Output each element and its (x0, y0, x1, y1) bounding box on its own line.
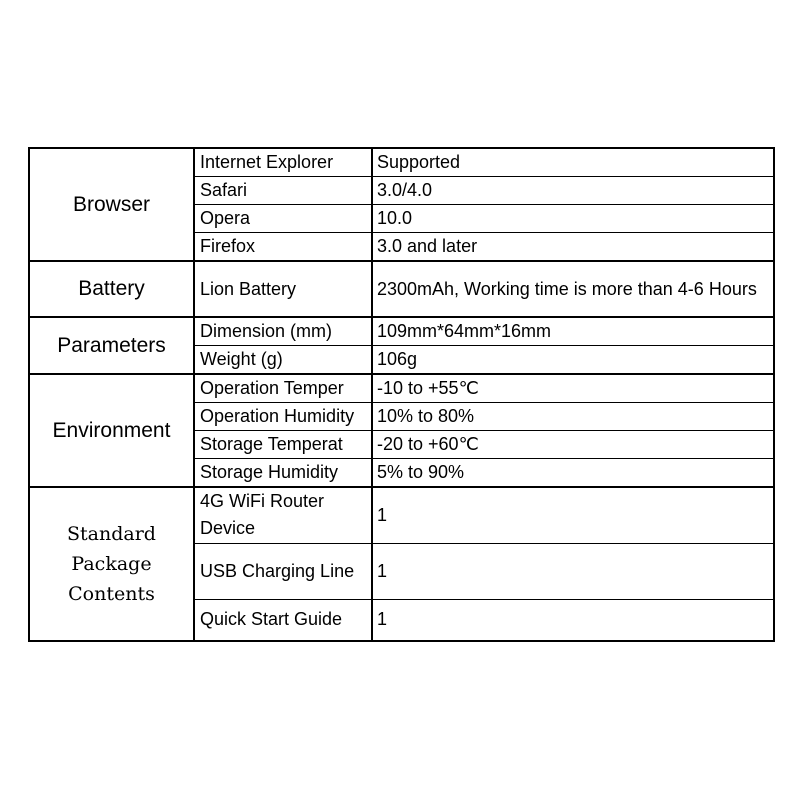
category-environment: Environment (29, 374, 194, 487)
spec-value: 1 (372, 487, 774, 543)
spec-key: Lion Battery (194, 261, 372, 317)
spec-key: Weight (g) (194, 346, 372, 375)
spec-key: Dimension (mm) (194, 317, 372, 346)
table-row (29, 148, 774, 177)
spec-value: -20 to +60℃ (372, 431, 774, 459)
table-row (29, 317, 774, 346)
spec-value: -10 to +55℃ (372, 374, 774, 403)
spec-value: 1 (372, 543, 774, 599)
spec-key: Storage Temperat (194, 431, 372, 459)
spec-value: 1 (372, 599, 774, 641)
table-row (29, 261, 774, 317)
spec-key: Quick Start Guide (194, 599, 372, 641)
spec-value: 3.0/4.0 (372, 177, 774, 205)
table-row (29, 487, 774, 543)
spec-key: 4G WiFi Router Device (194, 487, 372, 543)
spec-value: 109mm*64mm*16mm (372, 317, 774, 346)
category-package: Standard Package Contents (29, 487, 194, 641)
spec-value: 10% to 80% (372, 403, 774, 431)
spec-key: Opera (194, 205, 372, 233)
table-row (29, 374, 774, 403)
spec-value: Supported (372, 148, 774, 177)
spec-value: 106g (372, 346, 774, 375)
spec-key: Safari (194, 177, 372, 205)
spec-key: Internet Explorer (194, 148, 372, 177)
category-browser: Browser (29, 148, 194, 261)
category-parameters: Parameters (29, 317, 194, 374)
spec-key: Firefox (194, 233, 372, 262)
spec-value: 2300mAh, Working time is more than 4-6 Hours (372, 261, 774, 317)
spec-value: 10.0 (372, 205, 774, 233)
category-battery: Battery (29, 261, 194, 317)
spec-value: 3.0 and later (372, 233, 774, 262)
spec-table (28, 147, 775, 642)
spec-key: Operation Temper (194, 374, 372, 403)
spec-key: Storage Humidity (194, 459, 372, 488)
spec-value: 5% to 90% (372, 459, 774, 488)
spec-key: USB Charging Line (194, 543, 372, 599)
spec-key: Operation Humidity (194, 403, 372, 431)
